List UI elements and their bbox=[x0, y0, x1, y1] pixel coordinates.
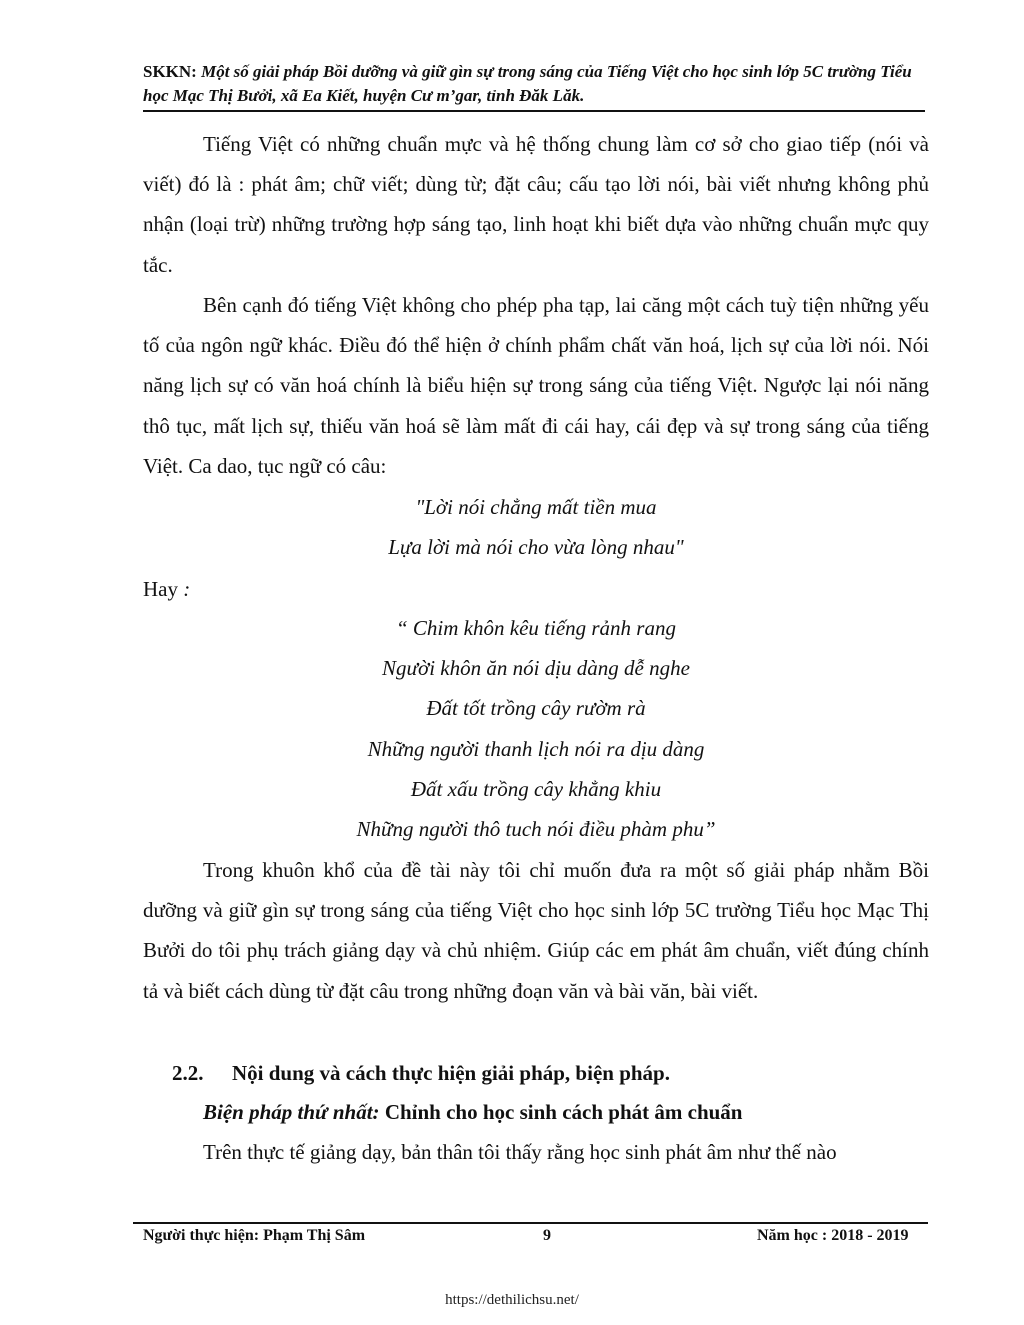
hay-colon: : bbox=[178, 577, 191, 601]
quote-2-line: Đất tốt trồng cây rườm rà bbox=[426, 696, 646, 721]
footer-school-year: Năm học : 2018 - 2019 bbox=[757, 1227, 909, 1244]
source-url: https://dethilichsu.net/ bbox=[445, 1292, 579, 1308]
measure-heading bbox=[203, 1097, 743, 1127]
quote-2-line: Những người thô tuch nói điều phàm phu” bbox=[356, 816, 716, 841]
quote-1-line: Lựa lời mà nói cho vừa lòng nhau" bbox=[388, 535, 684, 560]
paragraph-2: Bên cạnh đó tiếng Việt không cho phép pha tạp, lai căng một cách tuỳ tiện những yếu tố của ngôn ngữ khác. Điều đó thể hiện ở chính phẩm chất văn hoá, lịch sự của lời nói. Nói năng lịch sự có văn hoá chính là biểu hiện sự trong sáng của tiếng Việt. Ngược lại nói năng thô tục, mất lịch sự, thiếu văn hoá sẽ làm mất đi cái hay, cái đẹp và sự trong sáng của tiếng Việt. Ca dao, tục ngữ có câu: bbox=[143, 293, 929, 478]
quote-1 bbox=[143, 487, 929, 567]
quote-2-line: Đất xấu trồng cây khẳng khiu bbox=[410, 776, 662, 801]
paragraph-4: Trên thực tế giảng dạy, bản thân tôi thấy rằng học sinh phát âm như thế nào bbox=[203, 1140, 837, 1164]
quote-2 bbox=[143, 608, 929, 849]
hay-label: Hay bbox=[143, 577, 178, 601]
measure-title: Chỉnh cho học sinh cách phát âm chuẩn bbox=[379, 1100, 743, 1124]
hay-line bbox=[143, 574, 190, 604]
section-number: 2.2. bbox=[172, 1061, 204, 1085]
footer-divider bbox=[133, 1222, 928, 1224]
header-title: Một số giải pháp Bồi dưỡng và giữ gìn sự trong sáng của Tiếng Việt cho học sinh lớp 5C trường Tiểu học Mạc Thị Bưởi, xã Ea Kiết, huyện Cư m’gar, tỉnh Đăk Lăk. bbox=[143, 62, 912, 105]
document-header bbox=[143, 60, 925, 108]
paragraph-1: Tiếng Việt có những chuẩn mực và hệ thống chung làm cơ sở cho giao tiếp (nói và viết) đó là : phát âm; chữ viết; dùng từ; đặt câu; cấu tạo lời nói, bài viết nhưng không phủ nhận (loại trừ) những trường hợp sáng tạo, linh hoạt khi biết dựa vào những chuẩn mực quy tắc. bbox=[143, 132, 929, 277]
measure-label: Biện pháp thứ nhất: bbox=[203, 1100, 380, 1124]
header-divider bbox=[143, 110, 925, 112]
section-title: Nội dung và cách thực hiện giải pháp, biện pháp. bbox=[232, 1061, 670, 1085]
quote-2-line: Người khôn ăn nói dịu dàng dễ nghe bbox=[382, 656, 690, 681]
page-number: 9 bbox=[543, 1227, 551, 1244]
quote-1-line: "Lời nói chẳng mất tiền mua bbox=[415, 495, 657, 519]
footer-author: Người thực hiện: Phạm Thị Sâm bbox=[143, 1227, 366, 1244]
paragraph-3: Trong khuôn khổ của đề tài này tôi chỉ muốn đưa ra một số giải pháp nhằm Bồi dưỡng và giữ gìn sự trong sáng của tiếng Việt cho học sinh lớp 5C trường Tiểu học Mạc Thị Bưởi do tôi phụ trách giảng dạy và chủ nhiệm. Giúp các em phát âm chuẩn, viết đúng chính tả và biết cách dùng từ đặt câu trong những đoạn văn và bài văn, bài viết. bbox=[143, 858, 929, 1003]
header-lead: SKKN: bbox=[143, 62, 197, 81]
quote-2-line: “ Chim khôn kêu tiếng rảnh rang bbox=[396, 616, 676, 640]
quote-2-line: Những người thanh lịch nói ra dịu dàng bbox=[367, 736, 705, 761]
